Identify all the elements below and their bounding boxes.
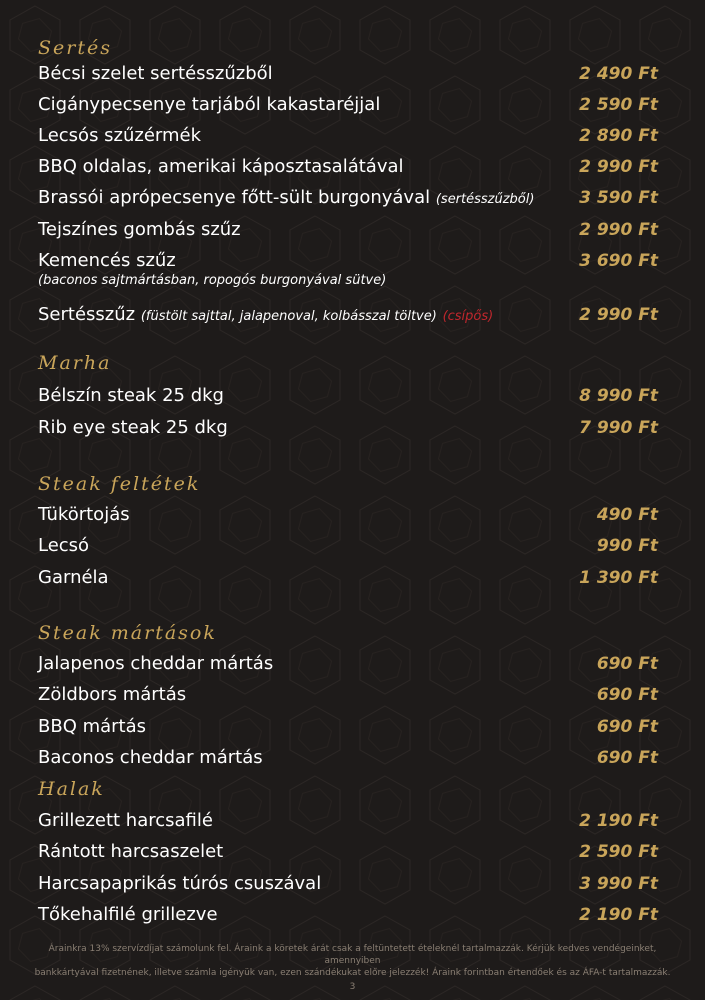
menu-item-title: Rib eye steak 25 dkg [38, 417, 228, 438]
section-title: Steak feltétek [38, 473, 201, 495]
menu-item-title: Sertésszűz [38, 304, 136, 325]
menu-item-price: 2 990 Ft [579, 305, 658, 325]
menu-item-price: 2 590 Ft [579, 95, 658, 115]
menu-item-name [38, 385, 224, 407]
section-title: Marha [38, 352, 112, 374]
menu-item-title: BBQ oldalas, amerikai káposztasalátával [38, 156, 404, 177]
menu-item-price: 2 990 Ft [579, 220, 658, 240]
menu-item-title: Garnéla [38, 567, 109, 588]
menu-item-price: 490 Ft [596, 505, 658, 525]
menu-item-price: 3 690 Ft [579, 251, 658, 271]
menu-item-price: 3 590 Ft [579, 188, 658, 208]
menu-item-price: 2 990 Ft [579, 157, 658, 177]
menu-item-name [38, 219, 241, 241]
menu-item-note: (füstölt sajttal, jalapenoval, kolbásszal töltve) [140, 309, 437, 324]
menu-item-price: 2 490 Ft [579, 64, 658, 84]
menu-item-title: Brassói aprópecsenye főtt-sült burgonyával [38, 187, 431, 208]
menu-item-title: Zöldbors mártás [38, 684, 187, 705]
menu-item-title: Cigánypecsenye tarjából kakastaréjjal [38, 94, 381, 115]
page-number: 3 [349, 982, 356, 992]
menu-item-description: (baconos sajtmártásban, ropogós burgonyával sütve) [38, 273, 387, 288]
menu-item-price: 8 990 Ft [579, 386, 658, 406]
menu-item-price: 2 190 Ft [579, 811, 658, 831]
menu-item-price: 7 990 Ft [579, 418, 658, 438]
menu-item-name [38, 747, 263, 769]
menu-item-name [38, 535, 89, 557]
menu-item-name [38, 873, 321, 895]
menu-item-name [38, 841, 223, 863]
menu-item-name [38, 94, 380, 116]
menu-item-price: 1 390 Ft [579, 568, 658, 588]
section-title: Steak mártások [38, 622, 217, 644]
menu-item-name [38, 250, 176, 272]
menu-item-name [38, 156, 404, 178]
menu-item-title: Harcsapaprikás túrós csuszával [38, 873, 322, 894]
menu-item-price: 690 Ft [596, 717, 658, 737]
menu-item-name [38, 684, 186, 706]
menu-item-name [38, 125, 201, 147]
menu-item-price: 690 Ft [596, 654, 658, 674]
menu-item-title: Lecsó [38, 535, 90, 556]
menu-item-title: Jalapenos cheddar mártás [38, 653, 274, 674]
menu-item-name [38, 63, 273, 85]
menu-item-title: Kemencés szűz [38, 250, 176, 271]
menu-item-name [38, 904, 218, 926]
menu-item-title: Bélszín steak 25 dkg [38, 385, 224, 406]
menu-item-price: 3 990 Ft [579, 874, 658, 894]
section-title: Sertés [38, 37, 112, 59]
menu-item-name [38, 187, 534, 211]
menu-item-name [38, 653, 273, 675]
menu-item-name [38, 417, 228, 439]
footer-line-1: Árainkra 13% szervízdíjat számolunk fel. Áraink a köretek árát csak a feltüntetett ételeknél tartalmazzák. Kérjük kedves vendégeinket, amennyiben [48, 944, 657, 966]
menu-item-name [38, 567, 109, 589]
spicy-label: (csípős) [442, 309, 494, 324]
menu-item-title: Tőkehalfilé grillezve [38, 904, 218, 925]
menu-item-title: Grillezett harcsafilé [38, 810, 213, 831]
menu-item-title: Lecsós szűzérmék [38, 125, 202, 146]
menu-item-title: Tejszínes gombás szűz [38, 219, 241, 240]
menu-item-note: (sertésszűzből) [435, 192, 535, 207]
menu-item-name [38, 716, 146, 738]
menu-item-title: BBQ mártás [38, 716, 147, 737]
footer-line-2: bankkártyával fizetnének, illetve számla igényük van, ezen szándékukat előre jelezzék! Áraink forintban értendőek és az ÁFA-t tartalmazzák. [34, 968, 671, 978]
menu-item-price: 690 Ft [596, 685, 658, 705]
menu-item-price: 990 Ft [596, 536, 658, 556]
menu-item-price: 690 Ft [596, 748, 658, 768]
menu-item-title: Baconos cheddar mártás [38, 747, 263, 768]
menu-item-title: Rántott harcsaszelet [38, 841, 224, 862]
menu-item-name [38, 504, 130, 526]
menu-item-price: 2 890 Ft [579, 126, 658, 146]
menu-item-price: 2 190 Ft [579, 905, 658, 925]
menu-item-title: Bécsi szelet sertésszűzből [38, 63, 273, 84]
menu-item-price: 2 590 Ft [579, 842, 658, 862]
menu-item-name [38, 810, 213, 832]
section-title: Halak [38, 778, 105, 800]
menu-item-name [38, 304, 493, 328]
menu-item-title: Tükörtojás [38, 504, 130, 525]
